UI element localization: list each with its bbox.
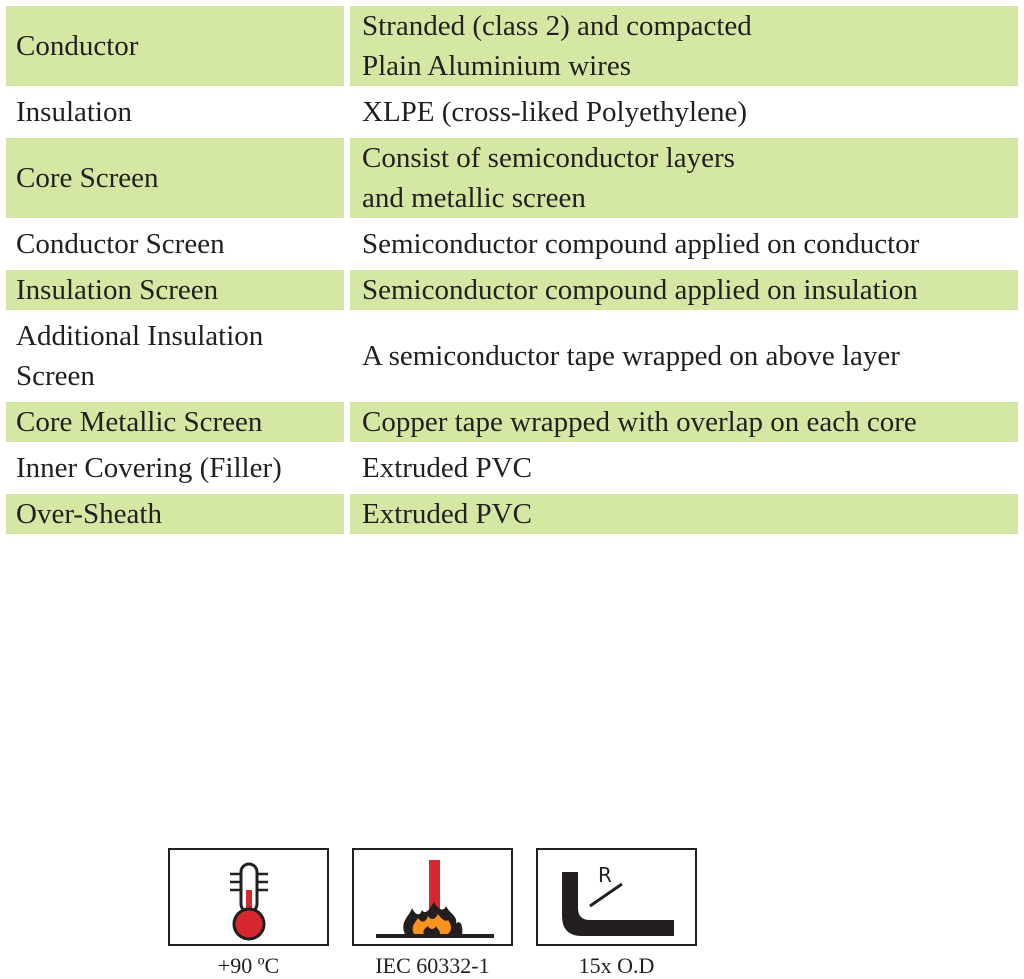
row-value: Semiconductor compound applied on insulation	[350, 270, 1018, 310]
row-value: Copper tape wrapped with overlap on each core	[350, 402, 1018, 442]
flame-box	[352, 848, 513, 946]
row-value: XLPE (cross-liked Polyethylene)	[362, 96, 747, 128]
bending-radius-icon	[538, 850, 695, 944]
row-label: Additional Insulation Screen	[16, 320, 264, 392]
row-value: A semiconductor tape wrapped on above layer	[362, 340, 900, 372]
bending-box	[536, 848, 697, 946]
row-value: Extruded PVC	[362, 452, 532, 484]
table-row-conductor	[6, 6, 1018, 86]
row-label: Inner Covering (Filler)	[16, 452, 282, 484]
table-row-insulation	[6, 92, 1018, 132]
flame-retardant-icon	[354, 850, 511, 944]
temperature-box	[168, 848, 329, 946]
cable-spec-table	[6, 6, 1018, 540]
row-label: Over-Sheath	[6, 494, 344, 534]
row-label: Insulation Screen	[6, 270, 344, 310]
table-row-over-sheath	[6, 494, 1018, 534]
table-row-core-screen	[6, 138, 1018, 218]
row-label: Core Screen	[6, 138, 344, 218]
row-label: Insulation	[16, 96, 132, 128]
bending-caption: 15x O.D	[578, 953, 655, 978]
table-row-conductor-screen	[6, 224, 1018, 264]
row-value: Semiconductor compound applied on conductor	[362, 228, 920, 260]
temperature-caption: +90 ºC	[217, 953, 280, 978]
flame-caption: IEC 60332-1	[375, 953, 490, 978]
table-row-additional-insulation-screen	[6, 316, 1018, 396]
radius-letter: R	[598, 863, 612, 887]
table-row-core-metallic-screen	[6, 402, 1018, 442]
row-label: Conductor Screen	[16, 228, 225, 260]
row-label: Core Metallic Screen	[6, 402, 344, 442]
table-row-inner-covering	[6, 448, 1018, 488]
row-label: Conductor	[6, 6, 344, 86]
property-icons	[168, 848, 708, 979]
row-value: Consist of semiconductor layers and metallic screen	[350, 138, 1018, 218]
row-value: Extruded PVC	[350, 494, 1018, 534]
table-row-insulation-screen	[6, 270, 1018, 310]
row-value: Stranded (class 2) and compacted Plain Aluminium wires	[350, 6, 1018, 86]
thermometer-icon	[170, 850, 327, 944]
